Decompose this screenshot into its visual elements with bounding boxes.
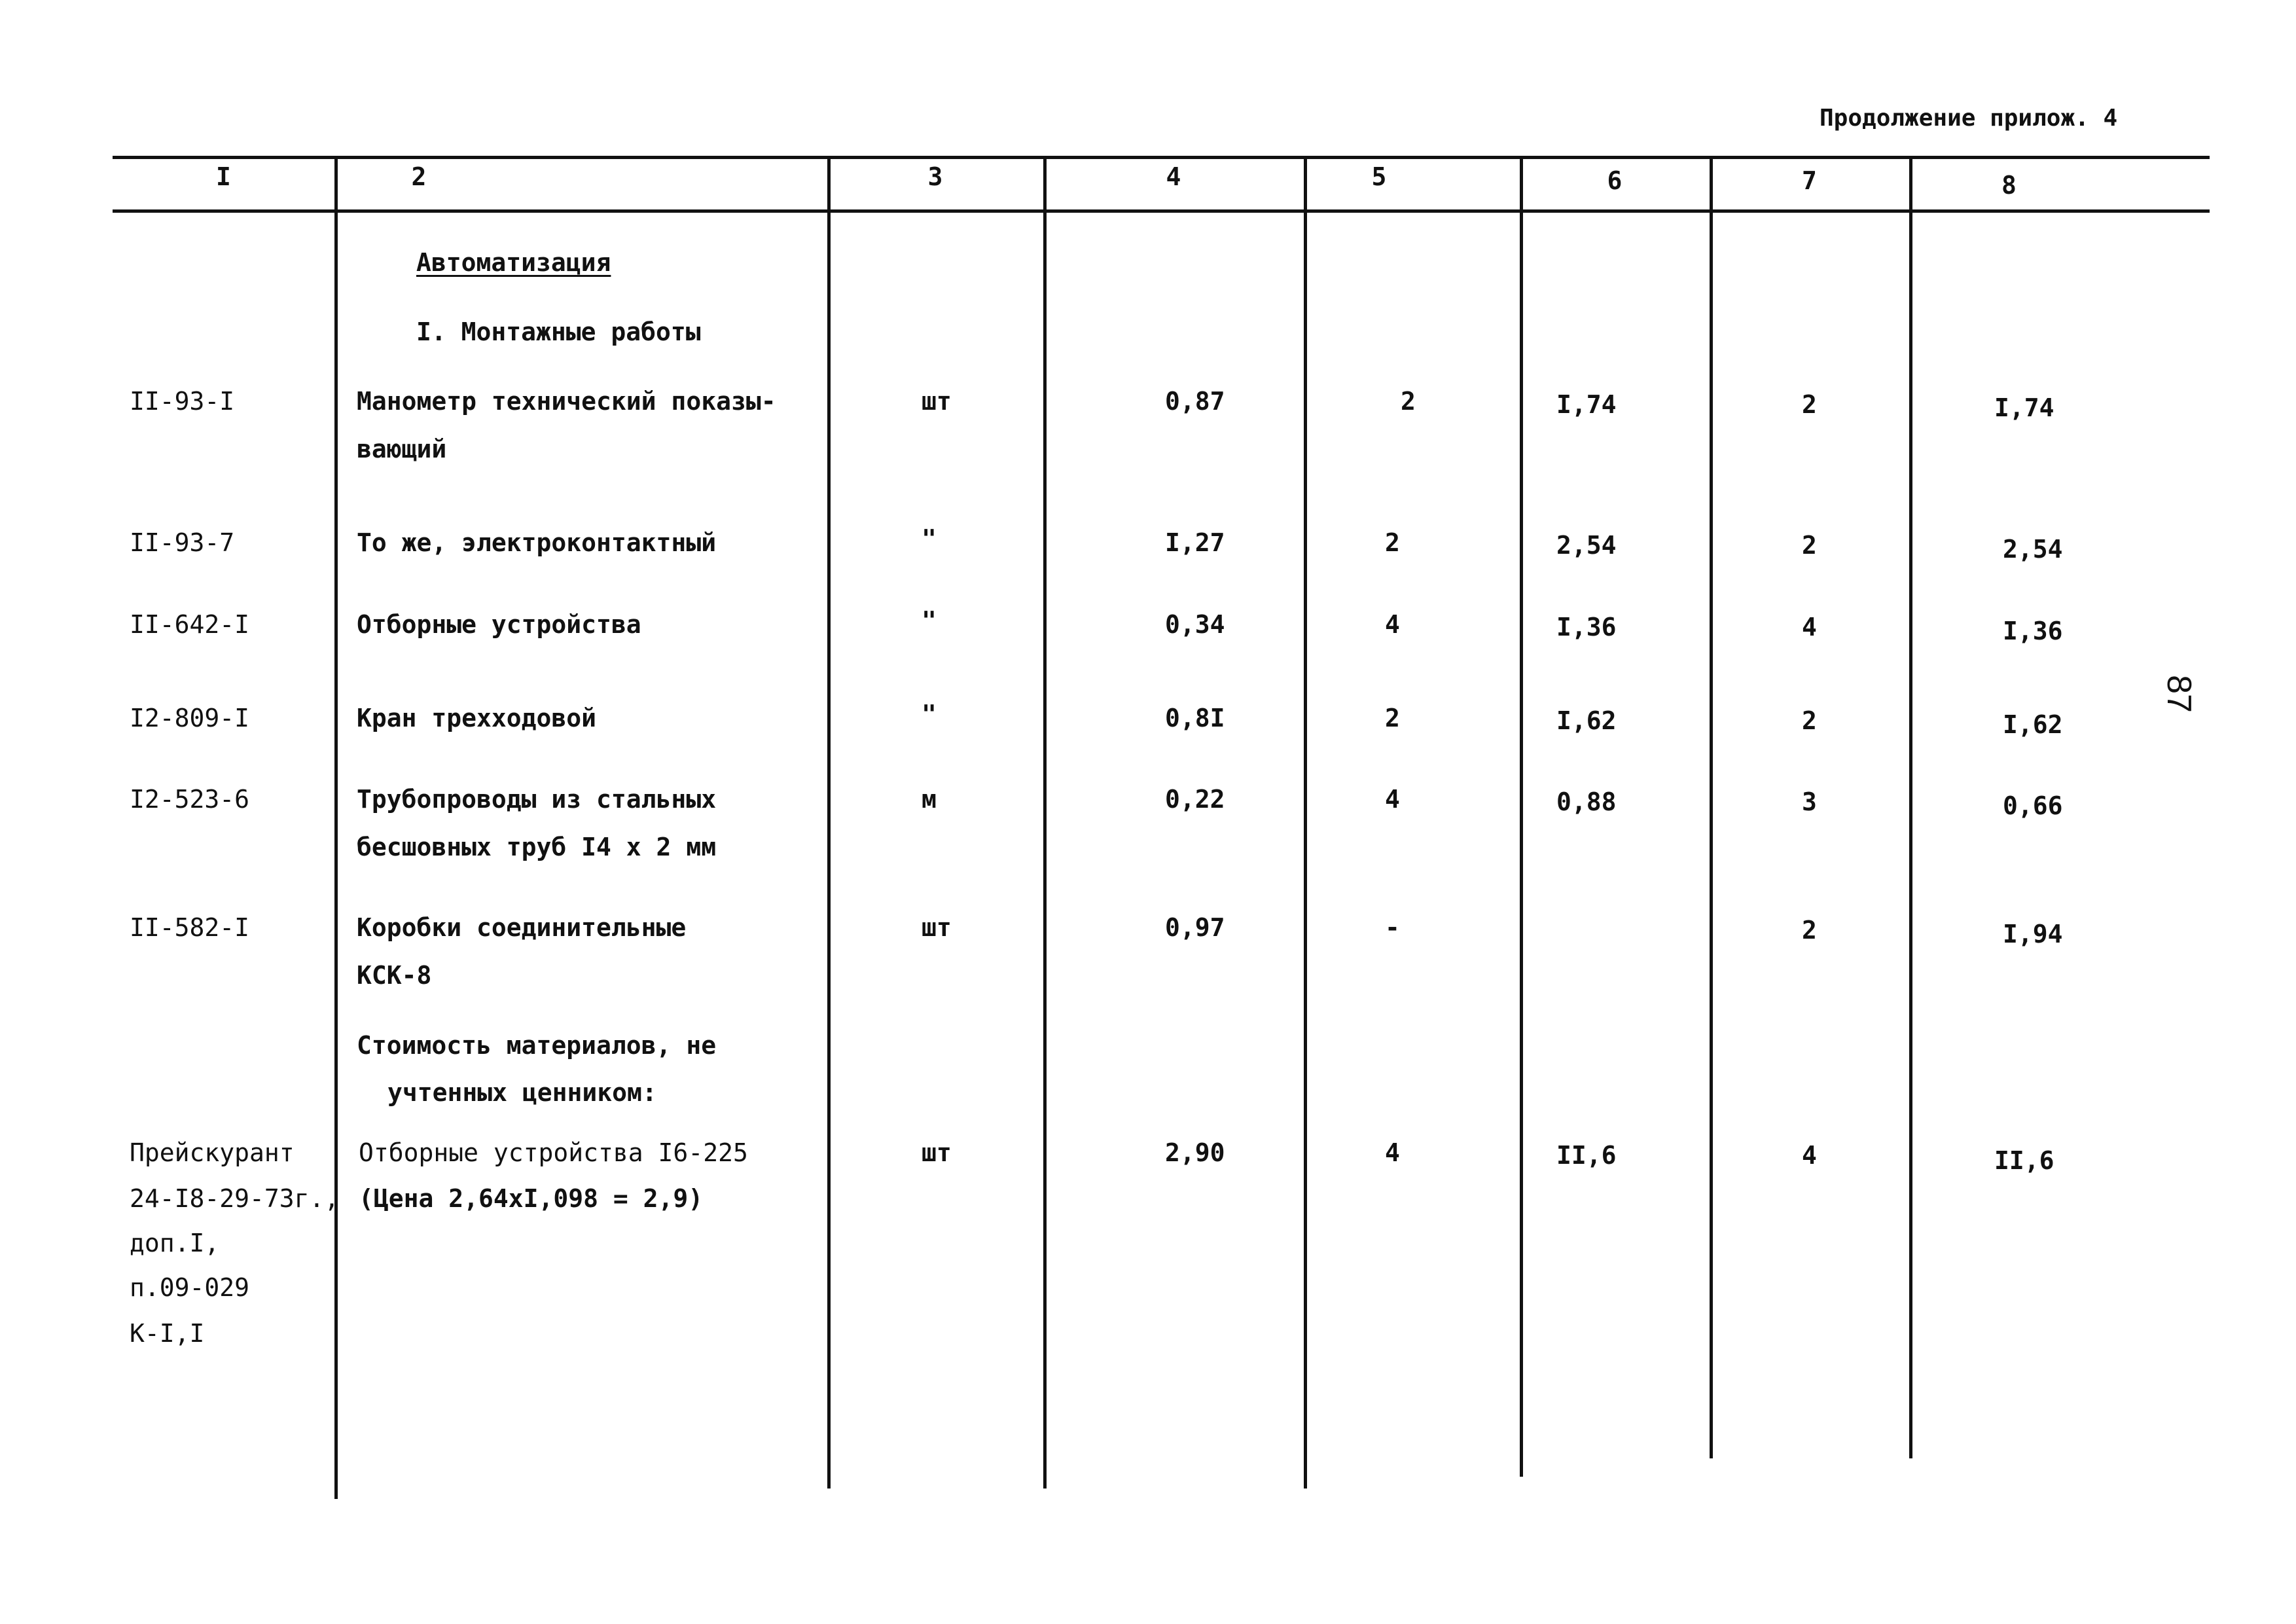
row-col8: I,62 <box>2003 710 2063 739</box>
materials-col6: II,6 <box>1556 1141 1617 1170</box>
materials-heading: Стоимость материалов, не <box>357 1031 717 1060</box>
materials-name-cont: (Цена 2,64xI,098 = 2,9) <box>359 1184 704 1213</box>
row-col6: I,74 <box>1556 390 1617 419</box>
materials-col5: 4 <box>1385 1138 1400 1167</box>
row-col8: I,94 <box>2003 920 2063 948</box>
row-col6: 0,88 <box>1556 787 1617 816</box>
column-divider-4 <box>1304 156 1307 1489</box>
row-col7: 2 <box>1802 706 1817 735</box>
row-col5: 2 <box>1401 387 1416 416</box>
row-name: Отборные устройства <box>357 610 641 639</box>
column-divider-5 <box>1520 156 1523 1477</box>
row-col7: 3 <box>1802 787 1817 816</box>
materials-code: Прейскурант <box>130 1138 295 1167</box>
row-code: I2-809-I <box>130 704 250 732</box>
continuation-note: Продолжение прилож. 4 <box>1820 105 2118 132</box>
row-col6: I,62 <box>1556 706 1617 735</box>
row-col8: 0,66 <box>2003 791 2063 820</box>
materials-price: 2,90 <box>1165 1138 1225 1167</box>
row-col8: I,36 <box>2003 617 2063 645</box>
row-col7: 2 <box>1802 531 1817 560</box>
column-header-1: I <box>216 162 231 191</box>
column-header-8: 8 <box>2001 171 2017 200</box>
row-code: I2-523-6 <box>130 785 250 814</box>
column-divider-1 <box>334 156 338 1499</box>
column-header-7: 7 <box>1802 166 1817 195</box>
row-code: II-93-I <box>130 387 235 416</box>
row-name: То же, электроконтактный <box>357 528 717 557</box>
row-col5: 2 <box>1385 528 1400 557</box>
table-header-rule <box>113 209 2210 213</box>
materials-unit: шт <box>922 1138 952 1167</box>
row-price: 0,22 <box>1165 785 1225 814</box>
row-col6: I,36 <box>1556 613 1617 641</box>
materials-code: п.09-029 <box>130 1273 250 1302</box>
row-price: I,27 <box>1165 528 1225 557</box>
materials-code: К-I,I <box>130 1319 205 1348</box>
row-unit: " <box>922 524 937 553</box>
row-col5: 2 <box>1385 704 1400 732</box>
column-divider-7 <box>1909 156 1912 1458</box>
column-header-3: 3 <box>927 162 943 191</box>
row-name-cont: бесшовных труб I4 x 2 мм <box>357 833 717 861</box>
row-unit: м <box>922 785 937 814</box>
row-col6: 2,54 <box>1556 531 1617 560</box>
column-header-5: 5 <box>1371 162 1387 191</box>
row-col7: 4 <box>1802 613 1817 641</box>
materials-code: 24-I8-29-73г., <box>130 1184 340 1213</box>
row-name: Коробки соединительные <box>357 913 687 942</box>
row-name-cont: КСК-8 <box>357 961 432 990</box>
row-col5: 4 <box>1385 610 1400 639</box>
column-divider-6 <box>1710 156 1713 1458</box>
row-code: II-93-7 <box>130 528 235 557</box>
column-header-4: 4 <box>1166 162 1181 191</box>
row-unit: " <box>922 700 937 729</box>
subsection-title: I. Монтажные работы <box>416 317 701 346</box>
row-unit: шт <box>922 387 952 416</box>
row-name: Трубопроводы из стальных <box>357 785 717 814</box>
row-unit: " <box>922 606 937 635</box>
row-col7: 2 <box>1802 390 1817 419</box>
row-price: 0,87 <box>1165 387 1225 416</box>
row-price: 0,8I <box>1165 704 1225 732</box>
row-code: II-642-I <box>130 610 250 639</box>
row-col5: - <box>1385 913 1400 942</box>
column-header-6: 6 <box>1607 166 1623 195</box>
table-top-rule <box>113 156 2210 159</box>
row-name: Манометр технический показы- <box>357 387 776 416</box>
materials-heading-cont: учтенных ценником: <box>387 1078 657 1107</box>
row-code: II-582-I <box>130 913 250 942</box>
materials-code: доп.I, <box>130 1229 220 1257</box>
column-divider-2 <box>827 156 831 1489</box>
row-name-cont: вающий <box>357 435 447 463</box>
section-title: Автоматизация <box>416 248 611 277</box>
materials-name: Отборные устройства I6-225 <box>359 1138 748 1167</box>
column-divider-3 <box>1043 156 1047 1489</box>
row-price: 0,34 <box>1165 610 1225 639</box>
row-unit: шт <box>922 913 952 942</box>
row-col7: 2 <box>1802 916 1817 945</box>
column-header-2: 2 <box>411 162 427 191</box>
materials-col7: 4 <box>1802 1141 1817 1170</box>
row-name: Кран трехходовой <box>357 704 597 732</box>
row-price: 0,97 <box>1165 913 1225 942</box>
materials-col8: II,6 <box>1994 1146 2054 1175</box>
row-col5: 4 <box>1385 785 1400 814</box>
row-col8: 2,54 <box>2003 535 2063 564</box>
row-col8: I,74 <box>1994 393 2054 422</box>
page-number: 87 <box>2159 675 2198 713</box>
